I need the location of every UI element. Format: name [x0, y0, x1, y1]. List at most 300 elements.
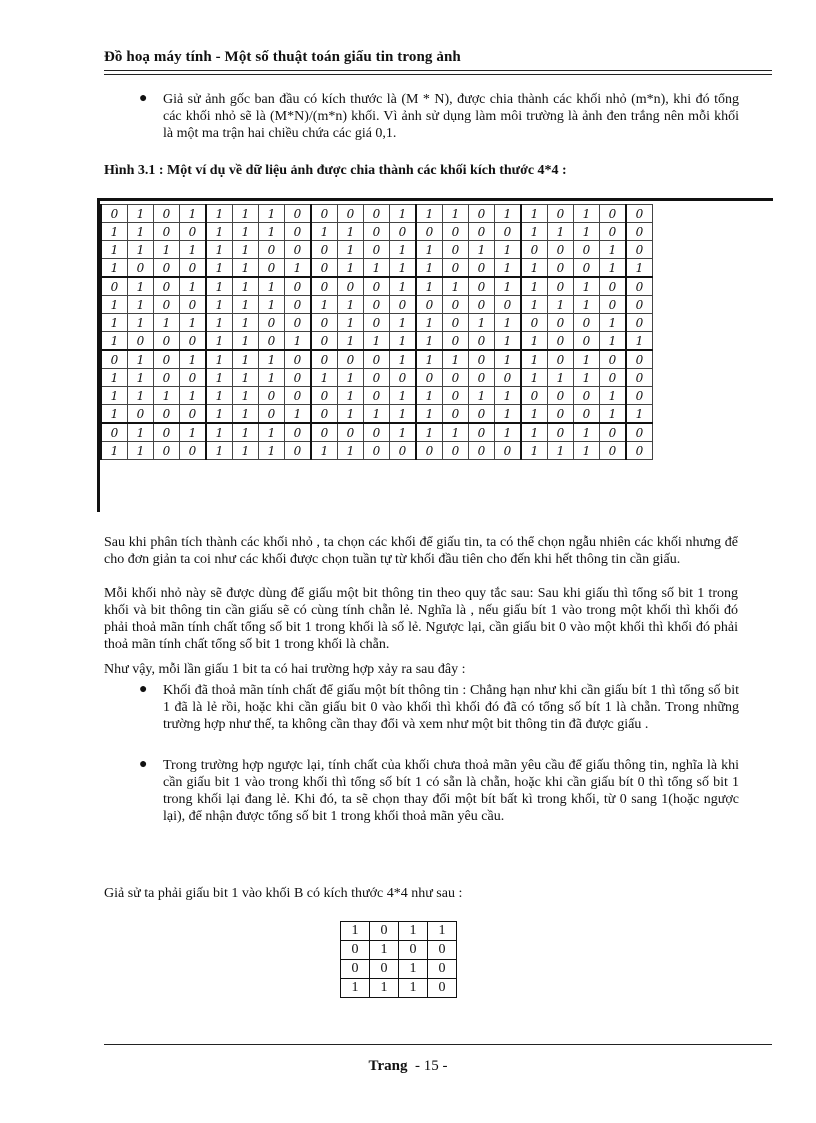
bit-cell: 1	[311, 442, 338, 460]
bullet-case-unsatisfied: Trong trường hợp ngược lại, tính chất của khối chưa thoả mãn yêu cầu để giấu thông tin, nghĩa là khi cần giấu bit 1 vào trong khối thì tổng số bít 1 có sẵn là chẵn, hoặc khi cần giấu bít 0 thì tổng số bit 1 trong khối lại đang lẻ. Khi đó, ta sẽ chọn thay đổi một bít bất kì trong khối, từ 0 sang 1(hoặc ngược lại), để nhận được tổng số bit 1 trong khối thoả mãn yêu cầu.	[163, 758, 739, 824]
bit-cell: 1	[259, 423, 285, 442]
bit-cell: 0	[600, 423, 627, 442]
bit-cell: 1	[101, 369, 128, 387]
bit-cell: 0	[443, 387, 469, 405]
bit-cell: 0	[154, 332, 180, 351]
bit-cell: 1	[206, 223, 233, 241]
bit-cell: 0	[311, 314, 338, 332]
header-rule-secondary	[104, 74, 772, 75]
bit-cell: 0	[548, 241, 574, 259]
bit-cell: 1	[285, 259, 312, 278]
bit-cell: 1	[128, 296, 154, 314]
bit-cell: 0	[259, 314, 285, 332]
bit-cell: 1	[495, 332, 522, 351]
bit-cell: 1	[233, 405, 259, 424]
bit-cell: 1	[259, 277, 285, 296]
bit-cell: 0	[521, 387, 548, 405]
page-footer	[0, 1058, 816, 1075]
bit-cell: 1	[574, 277, 600, 296]
bit-cell: 1	[390, 387, 417, 405]
bit-cell: 0	[285, 241, 312, 259]
bit-cell: 0	[259, 332, 285, 351]
block-b-cell: 0	[341, 960, 370, 979]
bit-cell: 1	[101, 332, 128, 351]
bit-cell: 1	[521, 205, 548, 223]
bit-cell: 0	[600, 223, 627, 241]
bit-cell: 1	[495, 387, 522, 405]
block-b-row	[341, 960, 457, 979]
bit-cell: 0	[443, 442, 469, 460]
bit-cell: 0	[128, 405, 154, 424]
bit-cell: 1	[128, 369, 154, 387]
bit-grid-row	[101, 259, 653, 278]
bit-cell: 0	[285, 296, 312, 314]
bit-cell: 1	[233, 387, 259, 405]
bit-cell: 1	[574, 296, 600, 314]
bit-cell: 0	[600, 442, 627, 460]
bit-cell: 0	[600, 296, 627, 314]
bit-cell: 0	[364, 241, 390, 259]
bit-cell: 0	[443, 259, 469, 278]
bit-cell: 1	[390, 205, 417, 223]
bit-cell: 0	[626, 423, 653, 442]
block-b-cell: 1	[399, 960, 428, 979]
bit-cell: 0	[443, 241, 469, 259]
bit-cell: 1	[443, 205, 469, 223]
bit-cell: 1	[390, 405, 417, 424]
bit-cell: 1	[206, 387, 233, 405]
bit-cell: 1	[390, 314, 417, 332]
bit-cell: 1	[101, 241, 128, 259]
bit-cell: 1	[206, 277, 233, 296]
bit-cell: 0	[495, 369, 522, 387]
bit-cell: 0	[259, 259, 285, 278]
bit-cell: 1	[416, 350, 443, 369]
block-b-cell: 0	[428, 941, 457, 960]
bit-cell: 1	[154, 387, 180, 405]
bit-cell: 1	[128, 423, 154, 442]
bit-grid-row	[101, 223, 653, 241]
bit-cell: 1	[521, 405, 548, 424]
bit-cell: 0	[548, 387, 574, 405]
bit-cell: 0	[311, 423, 338, 442]
bit-cell: 0	[548, 277, 574, 296]
bit-cell: 0	[154, 259, 180, 278]
header-rule	[104, 70, 772, 71]
bit-cell: 1	[206, 296, 233, 314]
bit-cell: 1	[574, 350, 600, 369]
bit-cell: 1	[626, 259, 653, 278]
bit-cell: 0	[443, 405, 469, 424]
bit-cell: 1	[233, 241, 259, 259]
bit-cell: 1	[495, 259, 522, 278]
bit-cell: 0	[521, 241, 548, 259]
bit-cell: 1	[548, 442, 574, 460]
bit-cell: 0	[364, 423, 390, 442]
bit-cell: 1	[233, 259, 259, 278]
bit-cell: 1	[233, 277, 259, 296]
bit-cell: 0	[626, 277, 653, 296]
grid-top-border	[97, 198, 773, 201]
bit-cell: 0	[128, 259, 154, 278]
bit-cell: 1	[469, 241, 495, 259]
bit-cell: 0	[548, 259, 574, 278]
bit-cell: 1	[390, 259, 417, 278]
bit-cell: 1	[259, 442, 285, 460]
bit-cell: 0	[259, 387, 285, 405]
bit-cell: 1	[416, 205, 443, 223]
bit-cell: 1	[128, 223, 154, 241]
bit-cell: 0	[626, 314, 653, 332]
bit-cell: 1	[311, 296, 338, 314]
bit-cell: 0	[101, 350, 128, 369]
bit-cell: 1	[364, 332, 390, 351]
bit-cell: 0	[311, 241, 338, 259]
bit-cell: 1	[338, 332, 364, 351]
bit-cell: 1	[180, 205, 207, 223]
bit-cell: 0	[180, 405, 207, 424]
bit-cell: 1	[521, 350, 548, 369]
bit-cell: 1	[101, 405, 128, 424]
bit-cell: 0	[180, 296, 207, 314]
bit-cell: 1	[416, 332, 443, 351]
bit-cell: 0	[600, 277, 627, 296]
bit-cell: 1	[128, 277, 154, 296]
paragraph-block-selection: Sau khi phân tích thành các khối nhỏ , ta chọn các khối để giấu tin, ta có thể chọn ngẫu nhiên các khối nhưng để cho đơn giản ta coi như các khối được chọn tuần tự từ khối đầu tiên cho đến khi hết thông tin cần giấu.	[104, 535, 738, 567]
bit-cell: 0	[128, 332, 154, 351]
bit-cell: 1	[233, 369, 259, 387]
bit-cell: 0	[495, 223, 522, 241]
bit-cell: 1	[259, 350, 285, 369]
bit-cell: 0	[469, 259, 495, 278]
bit-cell: 0	[390, 369, 417, 387]
bit-cell: 0	[285, 369, 312, 387]
bit-cell: 1	[128, 314, 154, 332]
bit-cell: 0	[469, 369, 495, 387]
paragraph-parity-rule: Mỗi khối nhỏ này sẽ được dùng để giấu một bit thông tin theo quy tắc sau: Sau khi giấu thì tổng số bit 1 trong khối và bit thông tin cần giấu sẽ có cùng tính chẵn lẻ. Nghĩa là , nếu giấu bít 1 vào trong một khối thì khối đó phải thoả mãn tính chất tổng số bit 1 trong khối là số lẻ. Ngược lại, cần giấu bit 0 vào một khối thì khối đó phải thoả mãn tính chất tổng số bit 1 trong khối là chẵn.	[104, 586, 738, 652]
bit-cell: 0	[364, 277, 390, 296]
bit-cell: 0	[154, 277, 180, 296]
bit-cell: 1	[416, 241, 443, 259]
paragraph-example-intro: Giả sử ta phải giấu bit 1 vào khối B có kích thước 4*4 như sau :	[104, 886, 463, 901]
bit-cell: 1	[285, 405, 312, 424]
bit-cell: 1	[338, 314, 364, 332]
bit-cell: 1	[180, 241, 207, 259]
bit-cell: 0	[338, 423, 364, 442]
bit-cell: 0	[469, 205, 495, 223]
bit-cell: 1	[128, 241, 154, 259]
bit-grid-table	[100, 204, 653, 460]
bit-cell: 0	[154, 350, 180, 369]
bit-cell: 0	[469, 296, 495, 314]
bit-cell: 1	[206, 314, 233, 332]
bit-cell: 0	[548, 314, 574, 332]
bit-cell: 0	[338, 205, 364, 223]
bit-cell: 0	[600, 350, 627, 369]
block-b-cell: 1	[399, 922, 428, 941]
bit-cell: 1	[600, 387, 627, 405]
bit-cell: 0	[469, 350, 495, 369]
bit-cell: 0	[574, 405, 600, 424]
bit-cell: 1	[206, 332, 233, 351]
block-b-row	[341, 941, 457, 960]
bit-cell: 1	[626, 405, 653, 424]
block-b-cell: 0	[370, 922, 399, 941]
header-title: Đồ hoạ máy tính - Một số thuật toán giấu tin trong ảnh	[104, 49, 461, 65]
figure-title: Hình 3.1 : Một ví dụ về dữ liệu ảnh được chia thành các khối kích thước 4*4 :	[104, 163, 567, 178]
bit-cell: 1	[495, 350, 522, 369]
bit-cell: 0	[443, 314, 469, 332]
bit-cell: 1	[626, 332, 653, 351]
bit-cell: 1	[521, 332, 548, 351]
bit-cell: 0	[416, 296, 443, 314]
bit-cell: 1	[521, 277, 548, 296]
bit-cell: 1	[338, 442, 364, 460]
bit-cell: 1	[233, 423, 259, 442]
bit-grid-row	[101, 387, 653, 405]
bit-cell: 0	[180, 332, 207, 351]
bit-grid-row	[101, 205, 653, 223]
bit-cell: 1	[233, 314, 259, 332]
bit-cell: 0	[548, 405, 574, 424]
bit-grid-row	[101, 405, 653, 424]
bit-cell: 1	[101, 314, 128, 332]
block-b-cell: 0	[341, 941, 370, 960]
bit-grid-row	[101, 332, 653, 351]
bit-cell: 0	[469, 405, 495, 424]
bit-cell: 0	[364, 442, 390, 460]
block-b-cell: 0	[370, 960, 399, 979]
bit-cell: 0	[154, 296, 180, 314]
bit-cell: 0	[101, 205, 128, 223]
bit-cell: 1	[495, 277, 522, 296]
bit-cell: 1	[443, 350, 469, 369]
bit-cell: 1	[574, 223, 600, 241]
bit-cell: 0	[338, 350, 364, 369]
bit-cell: 0	[548, 332, 574, 351]
bit-cell: 0	[574, 314, 600, 332]
bit-cell: 0	[180, 442, 207, 460]
bit-grid-row	[101, 277, 653, 296]
block-b-cell: 1	[399, 979, 428, 998]
bit-cell: 1	[390, 277, 417, 296]
bit-cell: 0	[259, 241, 285, 259]
bit-cell: 0	[285, 205, 312, 223]
bit-cell: 0	[338, 277, 364, 296]
bit-cell: 0	[154, 442, 180, 460]
bit-cell: 1	[101, 442, 128, 460]
bit-cell: 0	[416, 369, 443, 387]
bit-cell: 1	[154, 314, 180, 332]
bit-cell: 0	[311, 259, 338, 278]
bit-cell: 1	[206, 350, 233, 369]
bit-cell: 0	[495, 296, 522, 314]
bit-cell: 1	[233, 223, 259, 241]
bit-cell: 1	[574, 369, 600, 387]
bit-cell: 1	[128, 205, 154, 223]
bit-cell: 0	[574, 332, 600, 351]
bit-cell: 0	[626, 241, 653, 259]
bit-cell: 0	[626, 442, 653, 460]
bit-cell: 1	[416, 405, 443, 424]
bit-cell: 1	[495, 314, 522, 332]
bit-cell: 0	[469, 332, 495, 351]
bit-cell: 1	[206, 405, 233, 424]
bit-cell: 1	[233, 205, 259, 223]
bit-cell: 0	[154, 223, 180, 241]
bit-cell: 1	[338, 387, 364, 405]
bit-cell: 0	[311, 387, 338, 405]
bit-cell: 0	[285, 423, 312, 442]
block-b-cell: 1	[370, 979, 399, 998]
bit-cell: 1	[469, 387, 495, 405]
bit-cell: 1	[128, 442, 154, 460]
bit-cell: 0	[469, 423, 495, 442]
bit-cell: 0	[469, 277, 495, 296]
bit-cell: 0	[364, 314, 390, 332]
bit-cell: 1	[574, 442, 600, 460]
bit-cell: 1	[101, 296, 128, 314]
bit-cell: 0	[600, 369, 627, 387]
bit-cell: 1	[285, 332, 312, 351]
bit-grid-figure	[97, 198, 773, 512]
bit-cell: 1	[338, 241, 364, 259]
bit-cell: 1	[390, 423, 417, 442]
bit-cell: 1	[443, 423, 469, 442]
bit-cell: 0	[180, 259, 207, 278]
bit-cell: 1	[600, 314, 627, 332]
bit-cell: 0	[364, 387, 390, 405]
bit-cell: 1	[574, 205, 600, 223]
bit-grid-row	[101, 442, 653, 460]
bit-cell: 0	[443, 369, 469, 387]
bit-cell: 0	[574, 387, 600, 405]
bit-cell: 1	[390, 350, 417, 369]
bit-cell: 0	[416, 442, 443, 460]
bit-cell: 1	[233, 350, 259, 369]
bit-cell: 0	[364, 223, 390, 241]
bit-cell: 1	[311, 369, 338, 387]
bit-cell: 1	[416, 387, 443, 405]
bit-cell: 1	[338, 223, 364, 241]
bit-cell: 0	[626, 387, 653, 405]
bit-cell: 0	[285, 387, 312, 405]
bit-cell: 0	[390, 442, 417, 460]
bit-cell: 0	[416, 223, 443, 241]
bit-cell: 1	[128, 350, 154, 369]
bit-cell: 1	[206, 205, 233, 223]
bit-cell: 1	[338, 369, 364, 387]
bit-grid-row	[101, 369, 653, 387]
bit-cell: 1	[206, 369, 233, 387]
bit-cell: 1	[469, 314, 495, 332]
bit-cell: 0	[101, 277, 128, 296]
bit-cell: 0	[364, 205, 390, 223]
bit-cell: 0	[364, 350, 390, 369]
bit-cell: 0	[574, 259, 600, 278]
bit-cell: 0	[443, 223, 469, 241]
bit-cell: 1	[521, 259, 548, 278]
bit-cell: 0	[311, 277, 338, 296]
bit-cell: 0	[311, 332, 338, 351]
bit-cell: 1	[548, 369, 574, 387]
bit-cell: 1	[416, 277, 443, 296]
bit-cell: 0	[626, 205, 653, 223]
bullet-icon: ●	[139, 91, 148, 106]
bit-cell: 0	[259, 405, 285, 424]
block-b-cell: 1	[341, 979, 370, 998]
bit-cell: 1	[206, 259, 233, 278]
block-b-cell: 0	[399, 941, 428, 960]
bit-cell: 0	[101, 423, 128, 442]
bit-cell: 0	[285, 277, 312, 296]
bit-cell: 1	[338, 405, 364, 424]
bullet-case-satisfied: Khối đã thoả mãn tính chất để giấu một bít thông tin : Chẳng hạn như khi cần giấu bít 1 thì tổng số bit 1 đã là lẻ rồi, hoặc khi cần giấu bit 0 vào khối thì khối đó đã có tổng số bít 1 là chẵn. Trong những trường hợp như thế, ta không cần thay đổi và xem như một bit thông tin đã được giấu .	[163, 683, 739, 732]
bit-cell: 0	[600, 205, 627, 223]
bit-cell: 0	[443, 332, 469, 351]
bit-cell: 1	[443, 277, 469, 296]
bit-cell: 1	[495, 241, 522, 259]
bit-cell: 0	[180, 223, 207, 241]
bit-grid-row	[101, 314, 653, 332]
bit-cell: 0	[548, 205, 574, 223]
block-b-cell: 1	[370, 941, 399, 960]
block-b-cell: 0	[428, 979, 457, 998]
bit-cell: 0	[364, 296, 390, 314]
bit-cell: 1	[600, 241, 627, 259]
bit-cell: 1	[311, 223, 338, 241]
block-b-cell: 0	[428, 960, 457, 979]
bit-cell: 1	[101, 387, 128, 405]
bit-cell: 0	[495, 442, 522, 460]
bit-cell: 1	[600, 259, 627, 278]
bit-cell: 1	[180, 277, 207, 296]
bit-cell: 1	[180, 387, 207, 405]
bit-cell: 1	[233, 332, 259, 351]
bit-cell: 0	[154, 405, 180, 424]
bit-cell: 1	[364, 259, 390, 278]
bit-grid-row	[101, 296, 653, 314]
bit-cell: 0	[548, 423, 574, 442]
bit-cell: 1	[416, 423, 443, 442]
bit-cell: 0	[390, 296, 417, 314]
bit-cell: 1	[180, 314, 207, 332]
block-b-cell: 1	[341, 922, 370, 941]
paragraph-two-cases: Như vậy, mỗi lần giấu 1 bit ta có hai trường hợp xảy ra sau đây :	[104, 662, 466, 677]
page-number: - 15 -	[414, 1058, 448, 1074]
bit-cell: 1	[259, 369, 285, 387]
bit-cell: 0	[469, 223, 495, 241]
bit-cell: 0	[364, 369, 390, 387]
bit-cell: 0	[548, 350, 574, 369]
bit-cell: 1	[521, 423, 548, 442]
bit-cell: 1	[259, 205, 285, 223]
bit-cell: 0	[574, 241, 600, 259]
bit-cell: 0	[626, 296, 653, 314]
bit-cell: 1	[338, 259, 364, 278]
bit-cell: 0	[285, 350, 312, 369]
bit-cell: 0	[626, 369, 653, 387]
bit-cell: 1	[521, 369, 548, 387]
bit-cell: 0	[521, 314, 548, 332]
bullet-icon: ●	[139, 757, 148, 772]
block-b-row	[341, 979, 457, 998]
bit-cell: 1	[495, 423, 522, 442]
bit-cell: 1	[180, 350, 207, 369]
bit-cell: 0	[180, 369, 207, 387]
footer-rule	[104, 1044, 772, 1045]
bit-cell: 0	[469, 442, 495, 460]
